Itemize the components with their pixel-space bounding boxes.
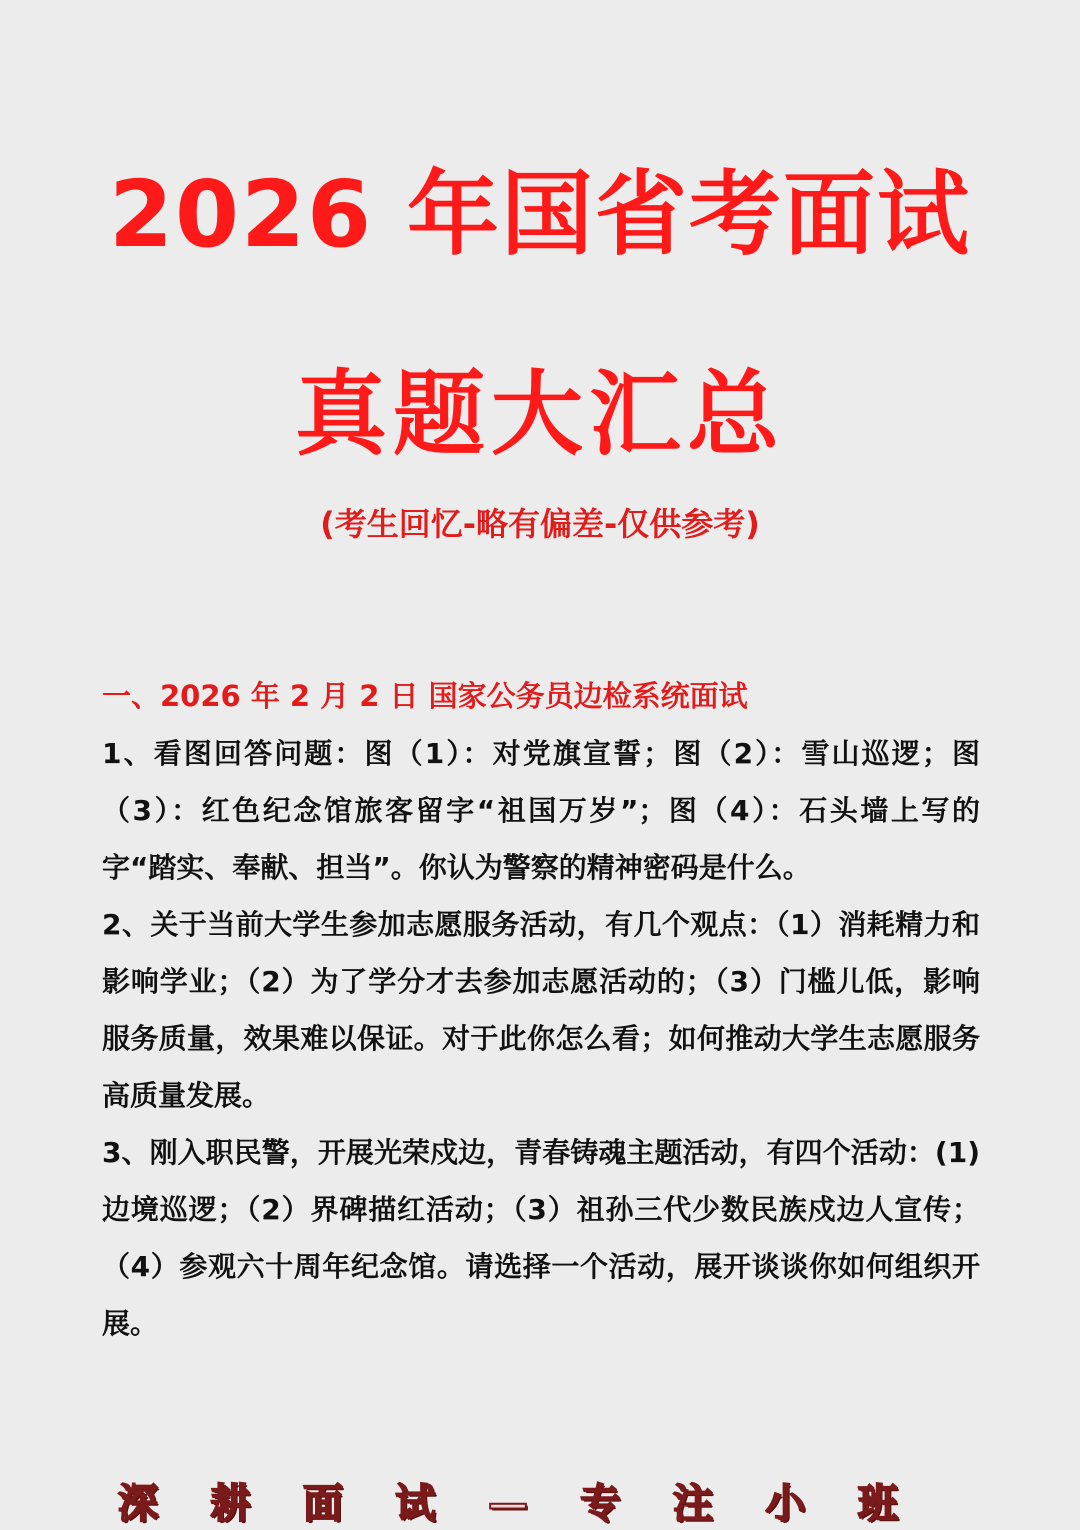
footer-char: 专	[580, 1480, 621, 1527]
footer-char: 试	[395, 1480, 436, 1527]
content-body	[102, 668, 980, 1352]
question-1: 1、看图回答问题：图（1）：对党旗宣誓；图（2）：雪山巡逻；图（3）：红色纪念馆旅客留字“祖国万岁”；图（4）：石头墙上写的字“踏实、奉献、担当”。你认为警察的精神密码是什么。	[102, 737, 980, 884]
footer-dash: —	[488, 1480, 528, 1527]
section-heading: 一、2026 年 2 月 2 日 国家公务员边检系统面试	[102, 679, 748, 713]
footer-char: 小	[765, 1480, 806, 1527]
question-3: 3、刚入职民警，开展光荣戍边，青春铸魂主题活动，有四个活动：(1) 边境巡逻；（2）界碑描红活动；（3）祖孙三代少数民族戍边人宣传；（4）参观六十周年纪念馆。请选择一个活动，展开谈谈你如何组织开展。	[102, 1136, 980, 1340]
footer-slogan	[118, 1478, 898, 1530]
main-title-line-1: 2026 年国省考面试	[108, 161, 972, 268]
main-title-line-2: 真题大汇总	[294, 361, 785, 468]
footer-char: 面	[303, 1480, 343, 1527]
subtitle-disclaimer: (考生回忆-略有偏差-仅供参考)	[320, 505, 760, 543]
footer-char: 深	[118, 1480, 158, 1527]
footer-char: 注	[673, 1480, 713, 1527]
question-2: 2、关于当前大学生参加志愿服务活动，有几个观点：（1）消耗精力和影响学业；（2）为了学分才去参加志愿活动的；（3）门槛儿低，影响服务质量，效果难以保证。对于此你怎么看；如何推动大学生志愿服务高质量发展。	[102, 908, 980, 1112]
footer-char: 班	[858, 1480, 898, 1527]
footer-char: 耕	[210, 1480, 251, 1527]
